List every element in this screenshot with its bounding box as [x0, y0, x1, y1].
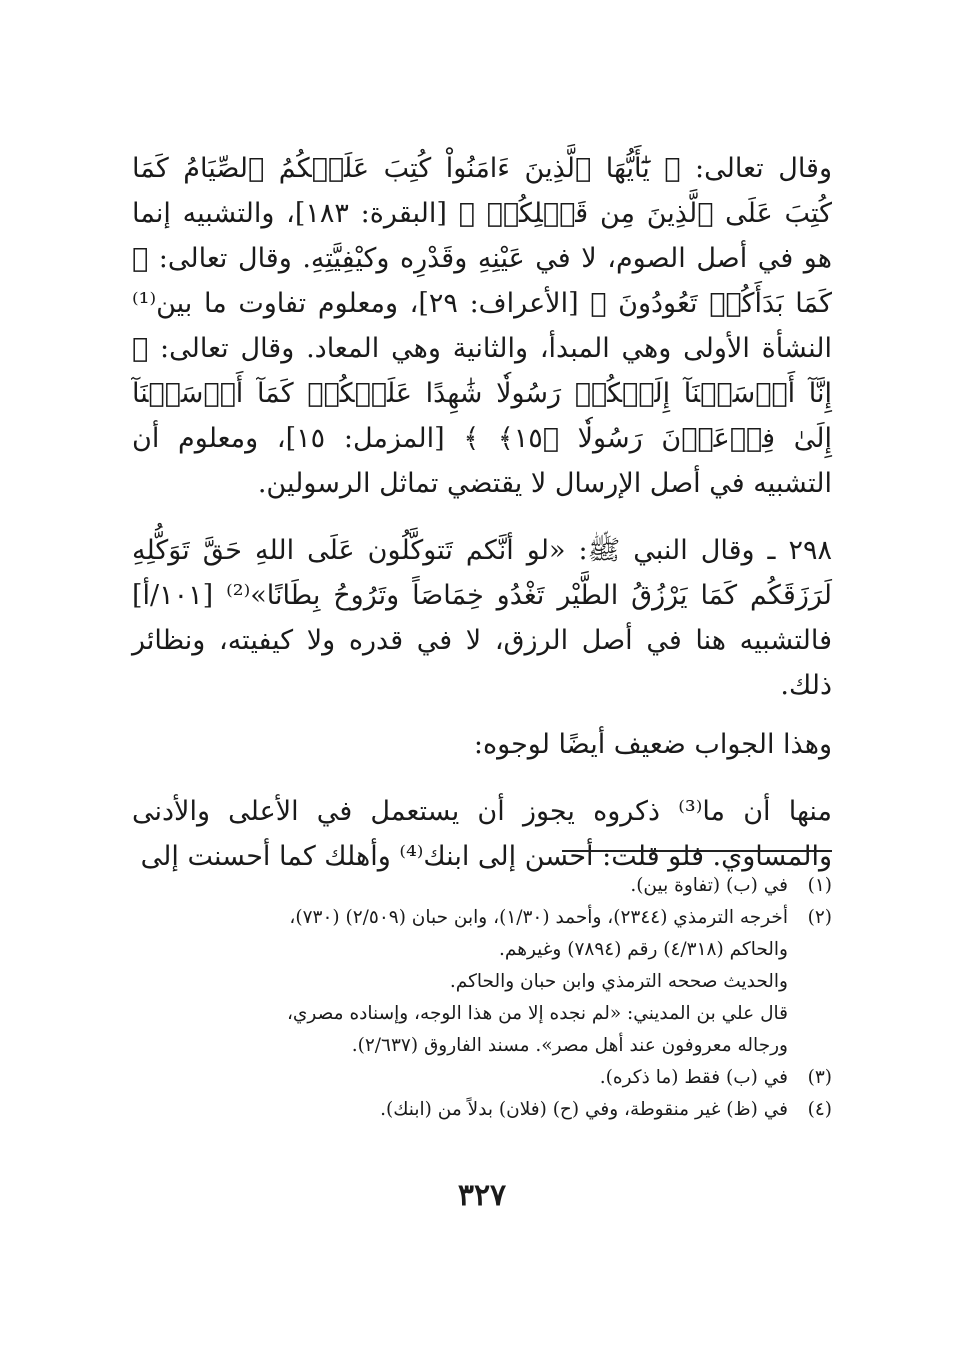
- footnote-4: [132, 1094, 832, 1126]
- footnote-number: (٣): [807, 1067, 832, 1088]
- footnote-line: في (ب) (تفاوة بين).: [630, 875, 788, 896]
- main-text: [132, 146, 832, 879]
- page-number: ٣٢٧: [457, 1178, 507, 1213]
- footnote-line: والحديث صححه الترمذي وابن حبان والحاكم.: [449, 971, 788, 992]
- footnote-number: (١): [807, 875, 832, 896]
- footnote-3: [132, 1062, 832, 1094]
- footnotes: [132, 870, 832, 1126]
- footnote-text: [132, 998, 788, 1062]
- paragraph-weak-answer: وهذا الجواب ضعيف أيضًا لوجوه:: [473, 729, 832, 760]
- paragraph-first-reason: منها أن ما⁽³⁾ ذكروه يجوز أن يستعمل في الأعلى والأدنى والمساوي. فلو قلت: أحسن إلى ابنك⁽⁴⁾ وأهلك كما أحسنت إلى: [132, 796, 832, 872]
- footnote-line: أخرجه الترمذي (٢٣٤٤)، وأحمد (١/٣٠)، وابن حبان (٢/٥٠٩) (٧٣٠)،: [289, 907, 788, 928]
- footnote-text: [132, 1094, 788, 1126]
- footnote-line: ورجاله معروفون عند أهل مصر». مسند الفاروق (٢/٦٣٧).: [351, 1035, 788, 1056]
- footnote-2: [132, 902, 832, 966]
- footnote-line: والحاكم (٤/٣١٨) رقم (٧٨٩٤) وغيرهم.: [499, 939, 788, 960]
- footnote-text: [132, 966, 788, 998]
- footnote-1: [132, 870, 832, 902]
- footnote-2-grading: [132, 966, 832, 998]
- footnote-number: (٤): [807, 1099, 832, 1120]
- footnote-line: في (ظ) غير منقوطة، وفي (ح) (فلان) بدلاً من (ابنك).: [380, 1099, 788, 1120]
- footnote-text: [132, 1062, 788, 1094]
- footnote-separator: [562, 850, 832, 852]
- footnote-2-ibn-madini: [132, 998, 832, 1062]
- footnote-line: في (ب) فقط (ما ذكره).: [599, 1067, 788, 1088]
- paragraph-quran-citations: وقال تعالى: ﴿ يَٰٓأَيُّهَا ٱلَّذِينَ ءَامَنُواْ كُتِبَ عَلَيۡكُمُ ٱلصِّيَامُ كَمَا كُتِبَ عَلَى ٱلَّذِينَ مِن قَبۡلِكُمۡ ﴾ [البقرة: ١٨٣]، والتشبيه إنما هو في أصل الصوم، لا في عَيْنِهِ وقَدْرِه وكيْفِيَّتِهِ. وقال تعالى: ﴿ كَمَا بَدَأَكُمۡ تَعُودُونَ ﴾ [الأعراف: ٢٩]، ومعلوم تفاوت ما بين⁽¹⁾ النشأة الأولى وهي المبدأ، والثانية وهي المعاد. وقال تعالى: ﴿ إِنَّآ أَرۡسَلۡنَآ إِلَيۡكُمۡ رَسُولٗا شَٰهِدًا عَلَيۡكُمۡ كَمَآ أَرۡسَلۡنَآ إِلَىٰ فِرۡعَوۡنَ رَسُولٗا ﴿١٥﴾ ﴾ [المزمل: ١٥]، ومعلوم أن التشبيه في أصل الإرسال لا يقتضي تماثل الرسولين.: [132, 153, 832, 499]
- footnote-text: [132, 902, 788, 966]
- footnote-number: (٢): [807, 907, 832, 928]
- footnote-text: [132, 870, 788, 902]
- paragraph-hadith-298: ٢٩٨ ـ وقال النبي ﷺ: «لو أنَّكم تَتوكَّلُون عَلَى اللهِ حَقَّ تَوَكُّلِهِ لَرَزَقَكُم كَمَا يَرْزُقُ الطَّيْر تَغْدُو خِمَاصَاً وتَرُوحُ بِطَانًا»⁽²⁾ [١٠١/أ] فالتشبيه هنا في أصل الرزق، لا في قدره ولا كيفيته، ونظائر ذلك.: [132, 535, 832, 701]
- footnote-line: قال علي بن المديني: «لم نجده إلا من هذا الوجه، وإسناده مصري،: [286, 1003, 788, 1024]
